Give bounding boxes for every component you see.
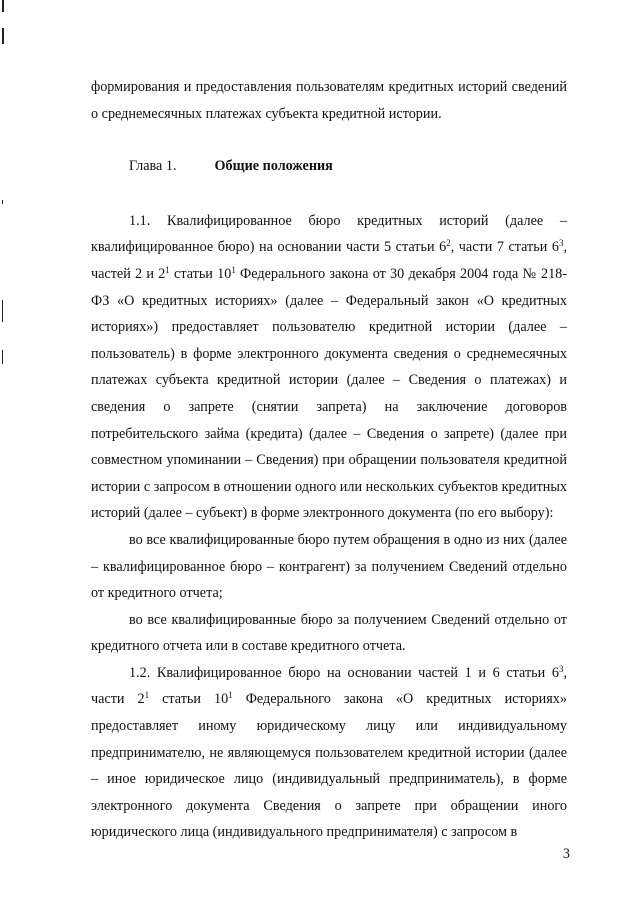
superscript: 2: [446, 238, 451, 249]
text-run: , частей 2 и 2: [91, 239, 567, 282]
text-run: статьи 10: [149, 691, 229, 708]
margin-mark: [2, 0, 4, 12]
text-run: , части 7 статьи 6: [450, 239, 559, 256]
margin-mark: [2, 28, 4, 44]
chapter-title: Общие положения: [214, 158, 333, 175]
margin-mark: [2, 200, 3, 204]
intro-paragraph: формирования и предоставления пользователям кредитных историй сведений о среднемесячных платежах субъекта кредитной истории.: [91, 79, 567, 122]
text-run: статьи 10: [169, 265, 232, 282]
list-item-all-bureaus: во все квалифицированные бюро за получением Сведений отдельно от кредитного отчета или в составе кредитного отчета.: [91, 611, 567, 655]
superscript: 3: [558, 663, 564, 674]
superscript: 1: [144, 690, 150, 701]
text-run: Федерального закона «О кредитных историях» предоставляет иному юридическому лицу или индивидуальному предпринимателю, не являющемуся пользователем кредитной истории (далее – иное юридическое лицо (индивидуальный предприниматель), в форме электронного документа Сведения о запрете при обращении иного юридического лица (индивидуального предпринимателя) с запросом в: [91, 691, 567, 841]
superscript: 3: [558, 238, 564, 249]
superscript: 1: [165, 264, 170, 275]
superscript: 1: [228, 690, 233, 701]
text-run: Федерального закона от 30 декабря 2004 года № 218-ФЗ «О кредитных историях» (далее – Федеральный закон «О кредитных историях») предоставляет пользователю кредитной истории (далее – пользователь) в форме электронного документа сведения о среднемесячных платежах субъекта кредитной истории (далее – Сведения о платежах) и сведения о запрете (снятии запрета) на заключение договоров потребительского займа (кредита) (далее – Сведения о запрете) (далее при совместном упоминании – Сведения) при обращении пользователя кредитной истории с запросом в отношении одного или нескольких субъектов кредитных историй (далее – субъект) в форме электронного документа (по его выбору):: [91, 265, 567, 522]
paragraph-1-2: [91, 660, 567, 846]
text-run: 1.1. Квалифицированное бюро кредитных историй (далее – квалифицированное бюро) на основании части 5 статьи 6: [91, 212, 567, 256]
text-run: , части 2: [91, 664, 567, 708]
document-body: [91, 74, 567, 846]
text-run: 1.2. Квалифицированное бюро на основании частей 1 и 6 статьи 6: [129, 664, 559, 681]
superscript: 1: [231, 264, 236, 275]
chapter-heading: [129, 153, 567, 180]
margin-mark: [2, 300, 3, 322]
list-item-all-bureaus-via-one: во все квалифицированные бюро путем обращения в одно из них (далее – квалифицированное бюро – контрагент) за получением Сведений отдельно от кредитного отчета;: [91, 531, 567, 602]
page-number: 3: [562, 846, 570, 862]
chapter-number: Глава 1.: [129, 158, 177, 175]
margin-mark: [2, 350, 3, 364]
paragraph-1-1: [91, 208, 567, 527]
